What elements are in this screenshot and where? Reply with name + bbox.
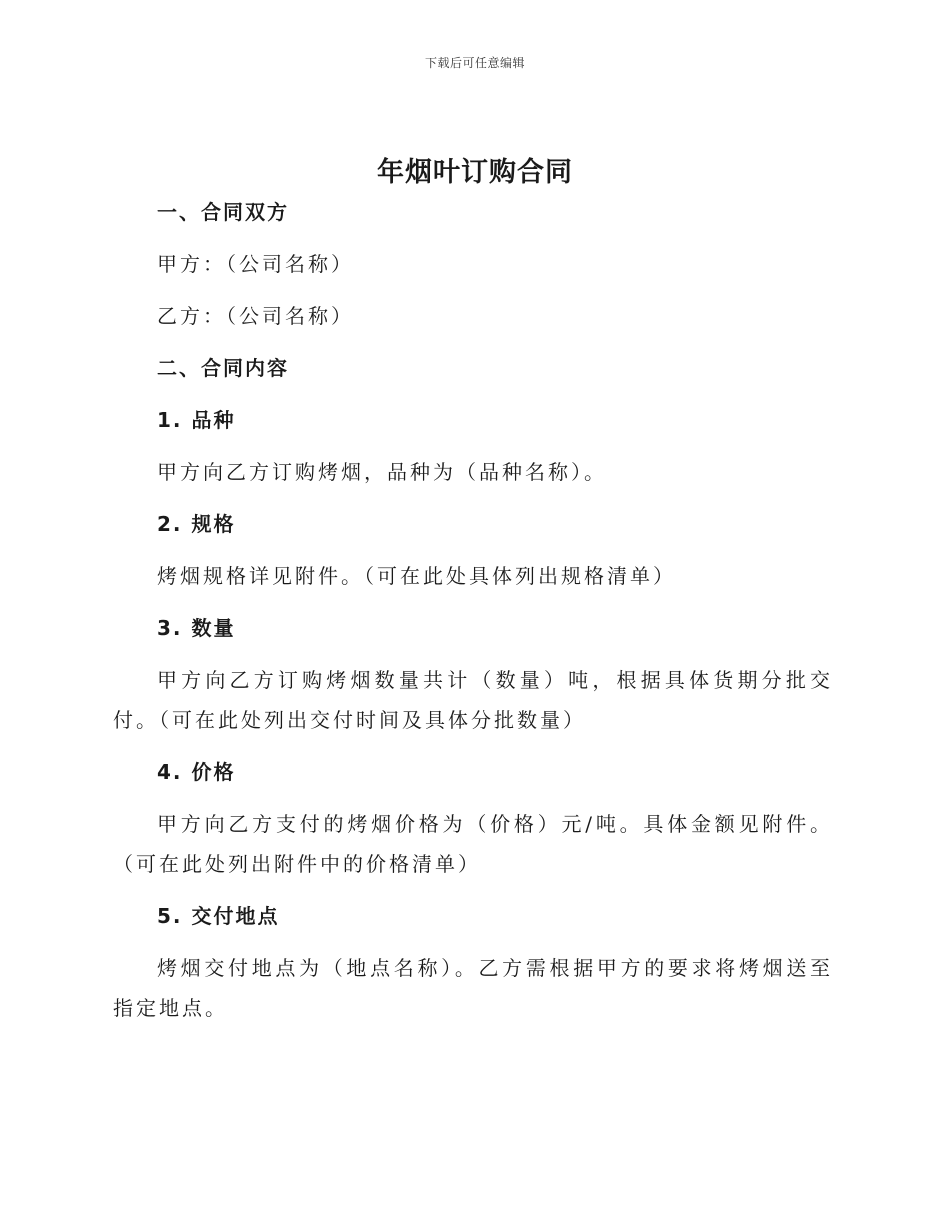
item-heading-price: 4. 价格 — [157, 760, 236, 784]
header-note: 下载后可任意编辑 — [424, 56, 525, 70]
item-text-quantity: 甲方向乙方订购烤烟数量共计（数量）吨，根据具体货期分批交付。（可在此处列出交付时间及具体分批数量） — [113, 668, 833, 732]
item-heading-delivery: 5. 交付地点 — [157, 904, 280, 928]
item-text-price: 甲方向乙方支付的烤烟价格为（价格）元/吨。具体金额见附件。（可在此处列出附件中的价格清单） — [113, 812, 833, 876]
item-text-variety: 甲方向乙方订购烤烟，品种为（品种名称）。 — [157, 460, 607, 484]
item-text-delivery: 烤烟交付地点为（地点名称）。乙方需根据甲方的要求将烤烟送至指定地点。 — [113, 956, 833, 1020]
document-body — [113, 192, 833, 1028]
section-heading-content: 二、合同内容 — [157, 356, 289, 380]
party-b-line: 乙方：（公司名称） — [157, 304, 354, 328]
item-heading-quantity: 3. 数量 — [157, 616, 236, 640]
item-heading-variety: 1. 品种 — [157, 408, 236, 432]
section-heading-parties: 一、合同双方 — [157, 200, 289, 224]
party-a-line: 甲方：（公司名称） — [157, 252, 354, 276]
item-text-spec: 烤烟规格详见附件。（可在此处具体列出规格清单） — [157, 564, 676, 588]
document-title: 年烟叶订购合同 — [377, 157, 573, 188]
item-heading-spec: 2. 规格 — [157, 512, 236, 536]
